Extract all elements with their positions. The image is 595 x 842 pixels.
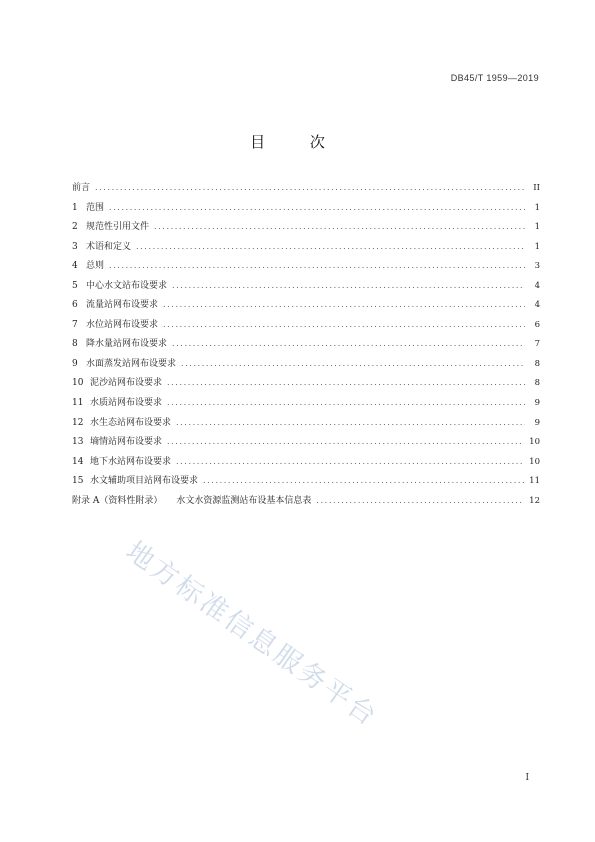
watermark: 地方标准信息服务平台	[120, 535, 384, 734]
toc-entry-page: 6	[534, 319, 540, 330]
toc-entry-number: 15	[72, 476, 84, 487]
toc-entry-page: 9	[534, 417, 540, 428]
toc-entry-number: 3	[72, 241, 78, 252]
toc-entry-page: 1	[534, 222, 540, 233]
toc-entry-number: 12	[72, 417, 84, 428]
toc-entry-label: 水面蒸发站网布设要求	[86, 358, 177, 369]
toc-entry[interactable]	[72, 237, 540, 257]
toc-entry[interactable]	[72, 452, 540, 472]
dot-leader	[163, 315, 525, 335]
dot-leader	[109, 256, 525, 276]
toc-entry-appendix-a[interactable]	[72, 491, 540, 511]
toc-entry-label: 水位站网布设要求	[86, 319, 159, 330]
toc-entry[interactable]	[72, 315, 540, 335]
toc-entry[interactable]	[72, 217, 540, 237]
dot-leader	[172, 276, 525, 296]
toc-entry-label: 地下水站网布设要求	[90, 456, 172, 467]
toc-entry-label: 范围	[86, 202, 105, 213]
dot-leader	[136, 237, 525, 257]
toc-entry-number: 8	[72, 339, 78, 350]
toc-entry-label: 水生态站网布设要求	[90, 417, 172, 428]
toc-entry-label: 降水量站网布设要求	[86, 339, 168, 350]
toc-entry-page: 8	[534, 378, 540, 389]
table-of-contents	[72, 178, 540, 510]
toc-entry[interactable]	[72, 373, 540, 393]
dot-leader	[95, 178, 525, 198]
toc-entry-page: 3	[534, 261, 540, 272]
toc-appendix-label: 附录 A（资料性附录）	[72, 495, 163, 506]
toc-entry-page: 9	[534, 398, 540, 409]
toc-entry-page: 11	[529, 476, 540, 487]
toc-entry-page: 4	[534, 300, 540, 311]
toc-entry-foreword[interactable]	[72, 178, 540, 198]
toc-entry[interactable]	[72, 295, 540, 315]
toc-entry-number: 9	[72, 358, 78, 369]
toc-entry[interactable]	[72, 256, 540, 276]
toc-entry-page: 10	[529, 437, 540, 448]
toc-entry-number: 2	[72, 222, 78, 233]
dot-leader	[316, 491, 524, 511]
toc-entry-page: 4	[534, 280, 540, 291]
dot-leader	[163, 295, 525, 315]
document-id: DB45/T 1959—2019	[450, 73, 539, 83]
toc-appendix-title: 水文水资源监测站布设基本信息表	[176, 495, 312, 506]
toc-entry-page: 12	[529, 495, 540, 506]
dot-leader	[167, 432, 524, 452]
toc-entry-number: 14	[72, 456, 84, 467]
toc-entry-label: 泥沙站网布设要求	[90, 378, 163, 389]
toc-entry-page: 7	[534, 339, 540, 350]
dot-leader	[176, 452, 524, 472]
page-title: 目 次	[250, 133, 345, 151]
dot-leader	[167, 373, 525, 393]
toc-entry-number: 4	[72, 261, 78, 272]
toc-entry-label: 规范性引用文件	[86, 222, 150, 233]
toc-entry[interactable]	[72, 276, 540, 296]
toc-entry[interactable]	[72, 432, 540, 452]
toc-entry[interactable]	[72, 334, 540, 354]
toc-entry-page: 1	[534, 202, 540, 213]
toc-entry-number: 7	[72, 319, 78, 330]
toc-entry-label: 墒情站网布设要求	[90, 437, 163, 448]
toc-entry-label: 水文辅助项目站网布设要求	[90, 476, 199, 487]
toc-entry-page: 10	[529, 456, 540, 467]
toc-entry-page: 8	[534, 358, 540, 369]
toc-entry-number: 5	[72, 280, 78, 291]
toc-entry[interactable]	[72, 198, 540, 218]
toc-entry-number: 13	[72, 437, 84, 448]
toc-entry[interactable]	[72, 413, 540, 433]
toc-entry-label: 流量站网布设要求	[86, 300, 159, 311]
page-number: I	[525, 773, 529, 783]
toc-entry-number: 10	[72, 378, 84, 389]
toc-entry-label: 前言	[72, 183, 91, 193]
dot-leader	[181, 354, 525, 374]
dot-leader	[176, 413, 525, 433]
toc-entry-label: 总则	[86, 261, 105, 272]
toc-entry-number: 6	[72, 300, 78, 311]
toc-entry[interactable]	[72, 393, 540, 413]
toc-entry[interactable]	[72, 471, 540, 491]
toc-entry-label: 水质站网布设要求	[90, 398, 163, 409]
toc-entry-number: 1	[72, 202, 78, 213]
toc-entry-page: II	[533, 183, 540, 193]
toc-entry[interactable]	[72, 354, 540, 374]
dot-leader	[203, 471, 524, 491]
toc-entry-label: 中心水文站布设要求	[86, 280, 168, 291]
dot-leader	[154, 217, 525, 237]
toc-entry-page: 1	[534, 241, 540, 252]
dot-leader	[172, 334, 525, 354]
dot-leader	[167, 393, 525, 413]
dot-leader	[109, 198, 525, 218]
toc-entry-label: 术语和定义	[86, 241, 132, 252]
toc-entry-number: 11	[72, 398, 84, 409]
